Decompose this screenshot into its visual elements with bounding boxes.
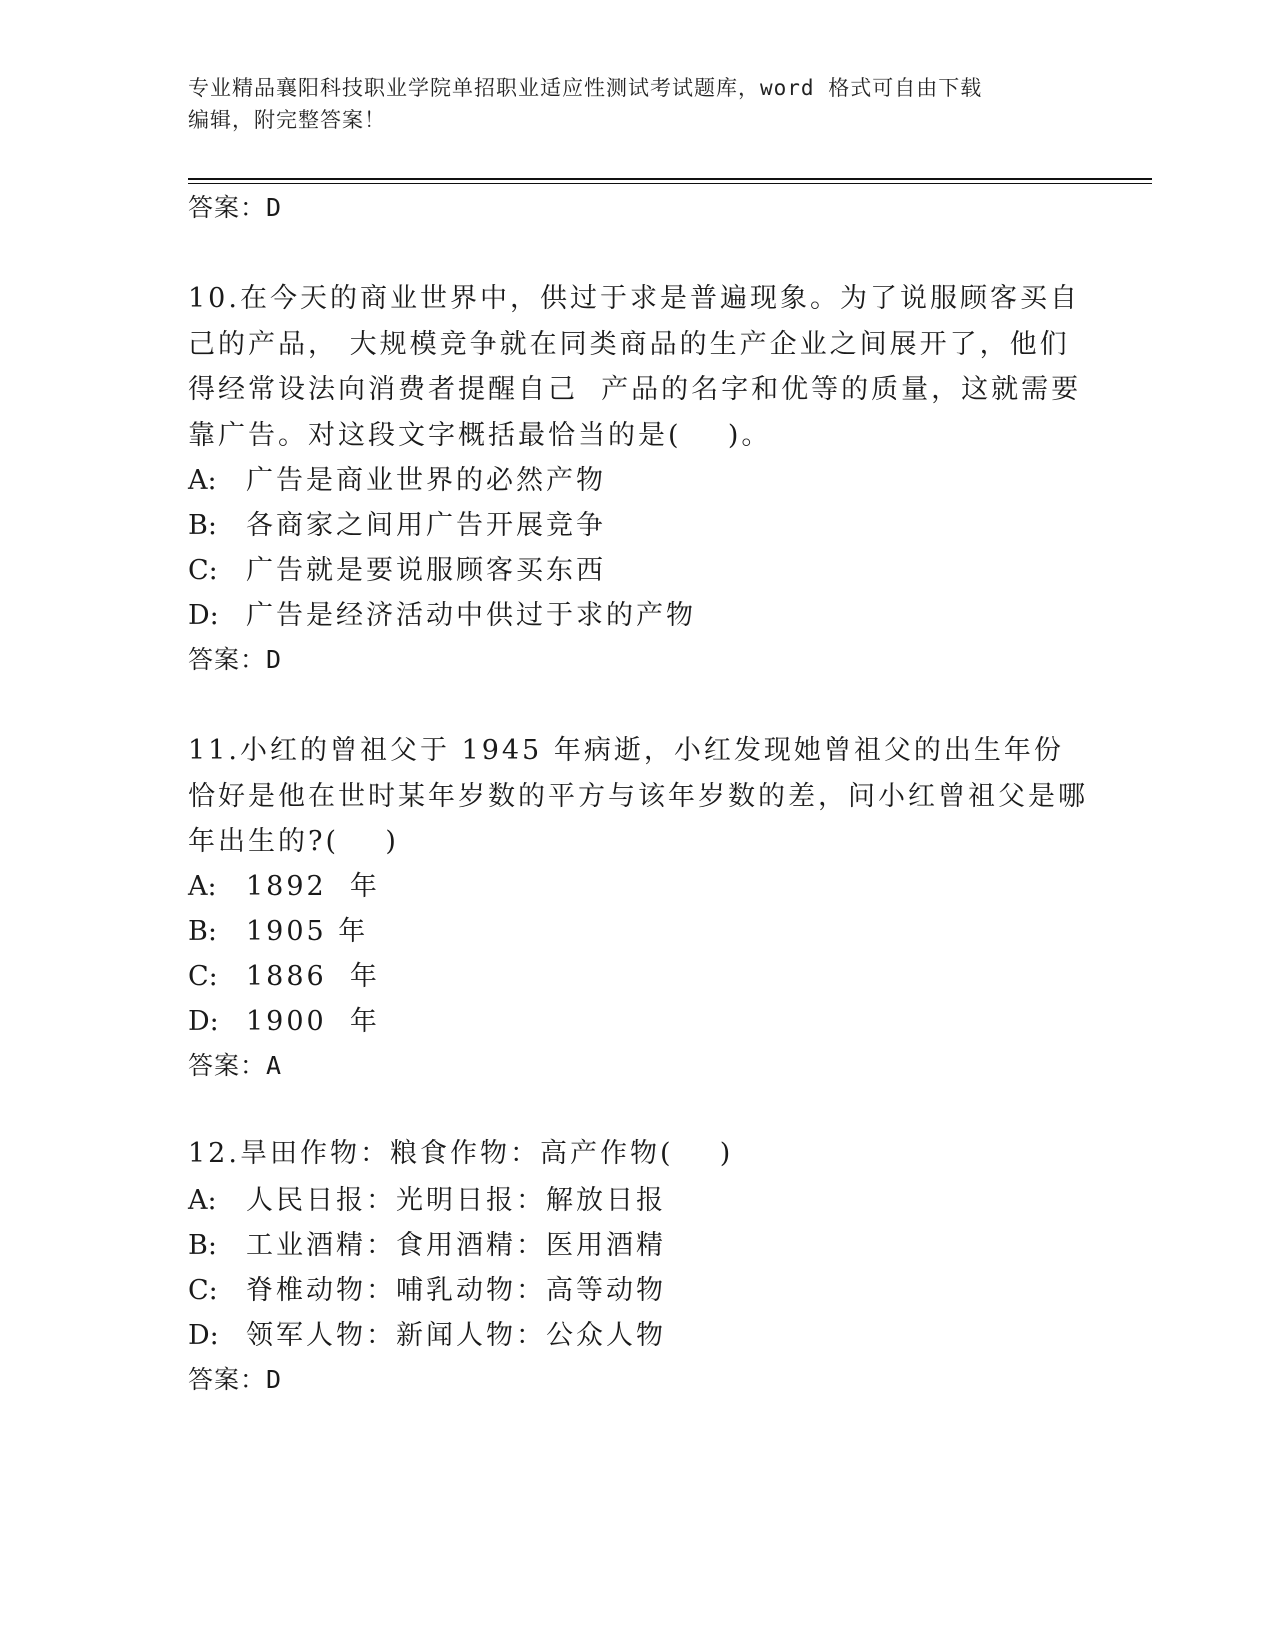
option-label: D:: [188, 1320, 219, 1351]
header-line-2: 编辑，附完整答案！: [188, 108, 386, 132]
question-10-answer: 答案：D: [188, 645, 283, 674]
question-12-text: 12.旱田作物：粮食作物：高产作物( ): [188, 1138, 734, 1169]
question-12-option-b: [188, 1231, 666, 1261]
question-10-option-a: [188, 466, 606, 496]
option-text: 工业酒精：食用酒精：医用酒精: [246, 1230, 666, 1261]
question-10-option-b: [188, 511, 606, 541]
question-11-option-c: [188, 962, 380, 992]
option-text: 1886 年: [246, 961, 380, 992]
previous-answer: 答案：D: [188, 193, 283, 222]
option-text: 广告是经济活动中供过于求的产物: [246, 600, 696, 631]
option-label: D:: [188, 600, 219, 631]
option-label: A:: [188, 465, 217, 496]
option-label: C:: [188, 555, 218, 586]
option-label: A:: [188, 1185, 217, 1216]
question-11-option-a: [188, 872, 380, 902]
option-label: A:: [188, 871, 217, 902]
question-11-option-b: [188, 917, 368, 947]
option-text: 人民日报：光明日报：解放日报: [246, 1185, 666, 1216]
question-12-option-a: [188, 1186, 666, 1216]
question-11-text: 11.小红的曾祖父于 1945 年病逝，小红发现她曾祖父的出生年份恰好是他在世时某年岁数的平方与该年岁数的差，问小红曾祖父是哪年出生的?( ): [188, 735, 1088, 857]
question-11-answer: 答案：A: [188, 1051, 283, 1080]
question-10-text: 10.在今天的商业世界中，供过于求是普遍现象。为了说服顾客买自己的产品， 大规模竞争就在同类商品的生产企业之间展开了，他们得经常设法向消费者提醒自己 产品的名字和优等的质量，这就需要靠广告。对这段文字概括最恰当的是( )。: [188, 283, 1082, 451]
question-11-option-d: [188, 1007, 380, 1037]
question-12-option-c: [188, 1276, 666, 1306]
question-12-answer: 答案：D: [188, 1365, 283, 1394]
option-label: C:: [188, 1275, 218, 1306]
option-text: 广告就是要说服顾客买东西: [246, 555, 606, 586]
option-label: B:: [188, 916, 217, 947]
question-10-option-d: [188, 601, 696, 631]
option-text: 各商家之间用广告开展竞争: [246, 510, 606, 541]
question-12-option-d: [188, 1321, 666, 1351]
header-rule-thick: [188, 178, 1152, 180]
header-rule-thin: [188, 183, 1152, 184]
option-text: 脊椎动物：哺乳动物：高等动物: [246, 1275, 666, 1306]
option-label: D:: [188, 1006, 219, 1037]
option-label: B:: [188, 1230, 217, 1261]
option-label: B:: [188, 510, 217, 541]
page-header: [188, 72, 1068, 136]
option-text: 领军人物：新闻人物：公众人物: [246, 1320, 666, 1351]
option-label: C:: [188, 961, 218, 992]
option-text: 广告是商业世界的必然产物: [246, 465, 606, 496]
option-text: 1905 年: [246, 916, 369, 947]
question-10-option-c: [188, 556, 606, 586]
option-text: 1900 年: [246, 1006, 380, 1037]
option-text: 1892 年: [246, 871, 380, 902]
header-line-1: 专业精品襄阳科技职业学院单招职业适应性测试考试题库，word 格式可自由下载: [188, 76, 983, 100]
